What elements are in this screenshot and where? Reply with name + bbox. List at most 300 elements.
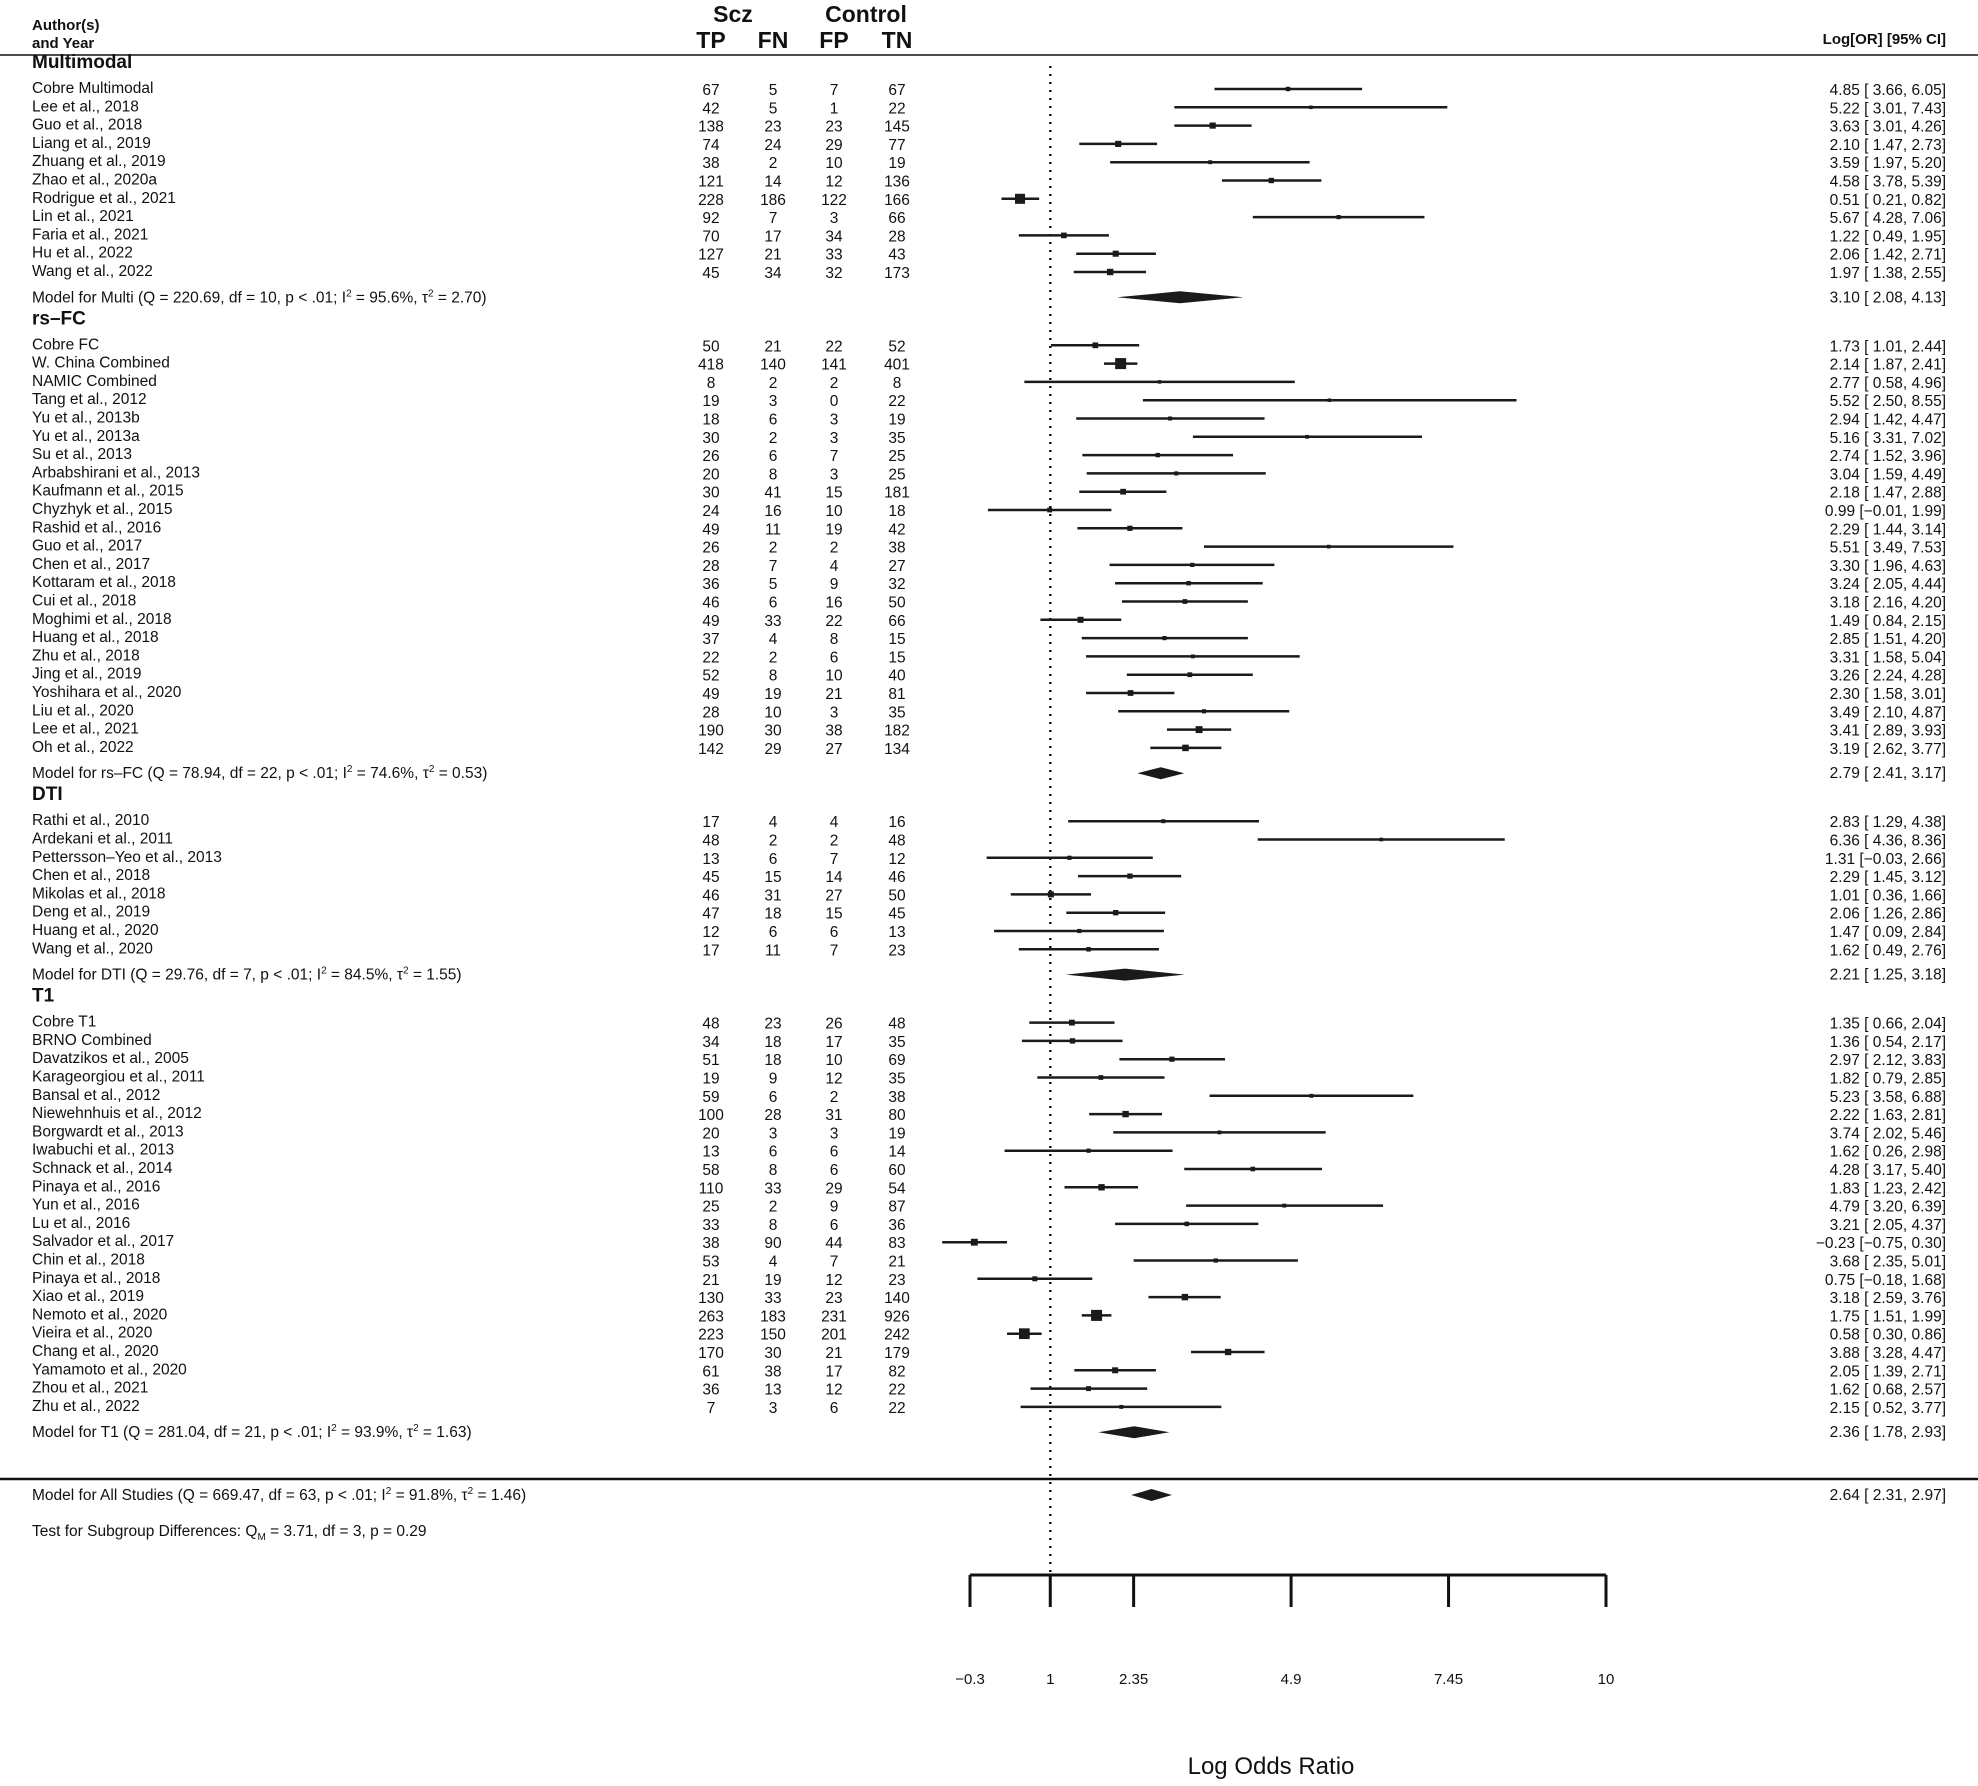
ci-value: 2.06 [ 1.26, 2.86] [1829,905,1946,923]
study-label: Zhou et al., 2021 [32,1379,149,1397]
cell-fn: 34 [764,265,782,282]
point-estimate [1092,342,1098,348]
cell-tp: 13 [702,850,720,868]
x-tick-label: 1 [1046,1671,1055,1688]
cell-fn: 29 [764,740,782,758]
cell-tp: 26 [702,539,720,557]
cell-fn: 19 [764,686,782,703]
model-text-part: = 91.8%, τ [391,1487,468,1504]
point-estimate [1098,1184,1104,1190]
model-text-part: = 1.63) [418,1424,472,1442]
study-label: Karageorgiou et al., 2011 [32,1068,205,1086]
cell-tp: 19 [702,1070,720,1088]
ci-value: 4.58 [ 3.78, 5.39] [1829,173,1946,191]
ci-value: 3.26 [ 2.24, 4.28] [1829,667,1946,685]
cell-tp: 22 [702,649,720,667]
model-text-part: = 1.55) [408,966,462,984]
cell-fp: 2 [829,832,839,850]
point-estimate [1328,398,1332,402]
cell-fn: 2 [768,649,778,667]
ci-value: 5.16 [ 3.31, 7.02] [1829,429,1946,447]
cell-fn: 30 [764,722,782,740]
header-group-control: Control [825,1,907,27]
ci-value: 1.62 [ 0.26, 2.98] [1829,1143,1946,1161]
subgroup-diamond [1137,767,1184,779]
cell-tp: 67 [702,82,720,99]
ci-value: 5.51 [ 3.49, 7.53] [1829,539,1946,557]
ci-value: 2.22 [ 1.63, 2.81] [1829,1107,1946,1125]
ci-value: 3.30 [ 1.96, 4.63] [1829,557,1946,575]
cell-tp: 70 [702,228,720,246]
cell-tp: 48 [702,1015,720,1033]
cell-fp: 33 [825,246,843,264]
subgroup-test-part: Test for Subgroup Differences: Q [32,1523,258,1540]
cell-tp: 20 [702,1125,720,1143]
model-text-part: = 1.46) [473,1487,527,1504]
point-estimate [1078,617,1084,623]
subgroup-test-text [32,1523,427,1543]
cell-fn: 15 [764,869,782,887]
study-label: Bansal et al., 2012 [32,1086,161,1104]
cell-fn: 8 [768,1216,778,1234]
point-estimate [1269,178,1274,183]
cell-fp: 6 [829,1143,839,1161]
study-label: Chin et al., 2018 [32,1251,145,1269]
cell-tp: 263 [698,1308,724,1326]
point-estimate [1061,233,1067,239]
cell-tn: 50 [888,594,906,612]
cell-fp: 2 [829,539,839,557]
cell-tp: 42 [702,100,720,118]
cell-fp: 1 [829,100,839,118]
point-estimate [1086,1149,1090,1153]
cell-fn: 16 [764,503,782,520]
cell-fp: 27 [825,740,843,758]
ci-value: 3.68 [ 2.35, 5.01] [1829,1253,1946,1271]
cell-tp: 127 [698,246,724,264]
cell-tp: 17 [702,942,720,960]
point-estimate [1183,599,1188,604]
cell-tn: 22 [888,1399,906,1417]
study-label: Mikolas et al., 2018 [32,885,166,903]
study-label: Tang et al., 2012 [32,391,147,409]
cell-tp: 418 [698,356,724,374]
cell-fn: 10 [764,704,782,722]
cell-tp: 49 [702,686,720,703]
study-label: Cui et al., 2018 [32,592,137,610]
cell-tn: 140 [884,1290,910,1308]
point-estimate [1067,856,1071,860]
subgroup-ci-value: 2.79 [ 2.41, 3.17] [1829,765,1946,783]
cell-tn: 27 [888,557,906,575]
study-label: W. China Combined [32,354,170,372]
cell-fn: 6 [768,850,778,868]
model-text-part: Model for rs–FC (Q = 78.94, df = 22, p < .01; I [32,765,347,783]
cell-tp: 92 [702,210,720,228]
study-label: Nemoto et al., 2020 [32,1306,168,1324]
cell-fp: 10 [825,503,843,520]
cell-fp: 22 [825,612,843,630]
point-estimate [1182,1294,1188,1300]
point-estimate [1156,453,1160,457]
cell-tp: 19 [702,393,720,411]
cell-tn: 38 [888,1088,906,1106]
cell-tn: 36 [888,1216,906,1234]
point-estimate [1112,1367,1118,1373]
point-estimate [1128,690,1134,696]
cell-fp: 26 [825,1015,843,1033]
cell-tn: 45 [888,905,906,923]
cell-tp: 38 [702,155,720,173]
ci-value: 2.29 [ 1.45, 3.12] [1829,869,1946,887]
ci-value: 3.31 [ 1.58, 5.04] [1829,649,1946,667]
point-estimate [1113,910,1118,915]
point-estimate [1174,471,1178,475]
cell-fn: 2 [768,155,778,173]
overall-diamond [1131,1489,1172,1501]
point-estimate [1225,1349,1231,1355]
study-label: BRNO Combined [32,1031,152,1049]
cell-fp: 38 [825,722,843,740]
cell-tn: 19 [888,1125,906,1143]
cell-fn: 6 [768,594,778,612]
study-label: Schnack et al., 2014 [32,1160,173,1177]
point-estimate [971,1239,978,1246]
cell-fn: 8 [768,667,778,685]
ci-value: 3.74 [ 2.02, 5.46] [1829,1125,1946,1143]
cell-tn: 242 [884,1326,910,1344]
model-text-part: 2 [402,965,409,977]
x-axis [955,1575,1614,1780]
cell-fn: 38 [764,1363,782,1381]
cell-fn: 23 [764,1015,782,1033]
study-label: Rashid et al., 2016 [32,519,162,537]
cell-fp: 23 [825,1290,843,1308]
cell-fn: 19 [764,1271,782,1289]
study-label: Xiao et al., 2019 [32,1288,145,1306]
model-text-part: 2 [346,288,352,300]
cell-fp: 15 [825,905,843,923]
cell-fn: 11 [764,521,782,539]
cell-fp: 12 [825,173,843,191]
ci-value: 2.18 [ 1.47, 2.88] [1829,484,1946,502]
study-label: Iwabuchi et al., 2013 [32,1141,175,1159]
model-text-part: Model for DTI (Q = 29.76, df = 7, p < .01; I [32,966,322,984]
point-estimate [1107,269,1113,275]
study-label: Yu et al., 2013a [32,427,140,445]
cell-fp: 23 [825,118,843,136]
subgroup-heading: DTI [32,784,63,806]
model-text-part: 2 [331,1423,337,1435]
header-tp: TP [696,27,726,53]
subgroup-model-text [32,288,487,306]
study-label: Oh et al., 2022 [32,738,134,756]
cell-fp: 6 [829,649,839,667]
study-label: Wang et al., 2020 [32,940,153,958]
cell-tp: 46 [702,887,720,905]
cell-tn: 52 [888,338,906,356]
point-estimate [1127,526,1132,531]
cell-tn: 66 [888,612,906,630]
study-label: Pettersson–Yeo et al., 2013 [32,848,222,866]
cell-tp: 28 [702,557,720,575]
cell-fp: 3 [829,704,839,722]
study-label: Huang et al., 2018 [32,629,159,647]
model-text-part: Model for T1 (Q = 281.04, df = 21, p < .01; I [32,1424,332,1442]
cell-fp: 3 [829,1125,839,1143]
cell-fp: 7 [829,850,839,868]
point-estimate [1158,380,1162,384]
cell-tn: 66 [888,210,906,228]
cell-fn: 33 [764,1180,782,1198]
x-tick-label: 7.45 [1433,1671,1464,1688]
ci-value: 2.94 [ 1.42, 4.47] [1829,411,1946,429]
cell-fp: 3 [829,411,839,429]
overall-ci-value: 2.64 [ 2.31, 2.97] [1829,1487,1946,1504]
ci-value: 2.77 [ 0.58, 4.96] [1829,374,1946,392]
cell-tp: 61 [702,1363,720,1381]
cell-fp: 17 [825,1363,843,1381]
subgroup-heading: rs–FC [32,308,86,330]
model-text-part: 2 [385,1486,392,1497]
study-label: Guo et al., 2018 [32,116,143,134]
cell-tn: 46 [888,869,906,887]
subgroup-diamond [1066,969,1185,981]
study-label: Arbabshirani et al., 2013 [32,464,201,482]
ci-value: 4.28 [ 3.17, 5.40] [1829,1162,1946,1179]
cell-fp: 10 [825,667,843,685]
point-estimate [1047,508,1052,513]
cell-tn: 35 [888,1070,906,1088]
study-label: Zhao et al., 2020a [32,171,157,189]
point-estimate [1191,654,1195,658]
cell-tp: 26 [702,448,720,466]
cell-fn: 2 [768,374,778,392]
point-estimate [1162,636,1166,640]
study-label: Vieira et al., 2020 [32,1324,153,1342]
cell-tn: 14 [888,1143,906,1161]
point-estimate [1337,215,1341,219]
cell-tp: 58 [702,1162,720,1179]
ci-value: 1.31 [−0.03, 2.66] [1824,850,1946,868]
cell-fp: 10 [825,1052,843,1070]
point-estimate [1077,929,1081,933]
ci-value: 6.36 [ 4.36, 8.36] [1829,832,1946,850]
cell-fn: 140 [760,356,786,374]
cell-fp: 12 [825,1070,843,1088]
cell-tn: 25 [888,448,906,466]
study-label: Su et al., 2013 [32,446,132,464]
ci-value: 3.04 [ 1.59, 4.49] [1829,466,1946,484]
cell-fn: 6 [768,924,778,941]
header-fp: FP [819,27,849,53]
study-label: Rathi et al., 2010 [32,812,150,830]
header-group-scz: Scz [713,1,753,27]
cell-tp: 21 [702,1271,720,1289]
point-estimate [1168,416,1172,420]
cell-fn: 3 [768,393,778,411]
cell-tp: 37 [702,631,720,649]
point-estimate [1305,435,1309,439]
study-label: Davatzikos et al., 2005 [32,1050,189,1068]
model-text-part: 2 [413,1423,419,1435]
cell-fn: 4 [768,814,778,832]
cell-fp: 6 [829,924,839,941]
point-estimate [1379,838,1383,842]
cell-fn: 186 [760,191,786,209]
study-label: Chyzhyk et al., 2015 [32,501,173,518]
cell-fp: 22 [825,338,843,356]
ci-value: 2.05 [ 1.39, 2.71] [1829,1363,1946,1381]
cell-tn: 69 [888,1052,906,1070]
subgroup-ci-value: 2.36 [ 1.78, 2.93] [1829,1424,1946,1442]
cell-fp: 7 [829,942,839,960]
study-label: Rodrigue et al., 2021 [32,189,176,207]
point-estimate [1086,947,1091,952]
point-estimate [1190,563,1194,567]
model-text-part: 2 [346,764,353,776]
cell-tp: 25 [702,1198,720,1216]
ci-value: 2.14 [ 1.87, 2.41] [1829,356,1946,374]
ci-value: 3.59 [ 1.97, 5.20] [1829,155,1946,173]
cell-fn: 18 [764,905,782,923]
cell-fn: 90 [764,1235,782,1253]
cell-fp: 7 [829,1253,839,1271]
cell-tn: 67 [888,82,906,99]
cell-tn: 12 [888,850,906,868]
cell-tp: 12 [702,924,720,941]
point-estimate [1099,1075,1104,1080]
model-text-part: 2 [428,764,435,776]
cell-fn: 7 [768,210,778,228]
cell-fp: 201 [821,1326,847,1344]
cell-fp: 12 [825,1381,843,1399]
cell-tp: 17 [702,814,720,832]
cell-tp: 50 [702,338,720,356]
point-estimate [1251,1167,1256,1172]
point-estimate [1086,1386,1091,1391]
point-estimate [1015,194,1025,204]
cell-tn: 23 [888,1271,906,1289]
point-estimate [1161,819,1165,823]
ci-value: 3.19 [ 2.62, 3.77] [1829,740,1946,758]
cell-tn: 19 [888,411,906,429]
cell-tn: 32 [888,576,906,594]
cell-fp: 3 [829,466,839,484]
x-axis-title: Log Odds Ratio [1187,1753,1355,1780]
cell-tn: 50 [888,887,906,905]
cell-fn: 13 [764,1381,782,1399]
cell-fp: 0 [829,393,839,411]
point-estimate [1218,1130,1222,1134]
cell-tn: 87 [888,1198,906,1216]
point-estimate [1048,891,1054,897]
cell-fn: 4 [768,631,778,649]
point-estimate [1113,251,1119,257]
study-label: Hu et al., 2022 [32,244,133,262]
cell-tp: 190 [698,722,724,740]
point-estimate [1282,1204,1286,1208]
study-label: Yamamoto et al., 2020 [32,1361,187,1379]
cell-fp: 3 [829,429,839,447]
study-label: Wang et al., 2022 [32,263,153,280]
study-label: Pinaya et al., 2018 [32,1269,161,1287]
header-author-line1: Author(s) [32,17,100,34]
study-label: NAMIC Combined [32,372,157,390]
cell-tp: 49 [702,612,720,630]
study-label: Lin et al., 2021 [32,208,134,226]
ci-value: 0.99 [−0.01, 1.99] [1824,503,1946,520]
cell-fp: 14 [825,869,843,887]
ci-value: 1.01 [ 0.36, 1.66] [1829,887,1946,905]
cell-tn: 15 [888,649,906,667]
ci-value: 3.49 [ 2.10, 4.87] [1829,704,1946,722]
x-tick-label: 4.9 [1280,1671,1302,1688]
study-label: Liang et al., 2019 [32,134,151,152]
cell-fn: 150 [760,1326,786,1344]
study-label: Kottaram et al., 2018 [32,574,176,592]
cell-tn: 182 [884,722,910,740]
ci-value: 4.79 [ 3.20, 6.39] [1829,1198,1946,1216]
point-estimate [1210,123,1216,129]
cell-tn: 25 [888,466,906,484]
cell-tp: 30 [702,484,720,502]
point-estimate [1115,141,1121,147]
cell-tp: 59 [702,1088,720,1106]
point-estimate [1169,1057,1174,1062]
ci-value: 1.49 [ 0.84, 2.15] [1829,612,1946,630]
ci-value: 5.67 [ 4.28, 7.06] [1829,210,1946,228]
cell-fn: 5 [768,576,778,594]
cell-tp: 74 [702,136,720,154]
cell-tp: 33 [702,1216,720,1234]
cell-tp: 47 [702,905,720,923]
cell-fp: 9 [829,576,839,594]
cell-fp: 8 [829,631,839,649]
cell-tp: 18 [702,411,720,429]
cell-fn: 41 [764,484,782,502]
model-text-part: = 74.6%, τ [352,765,429,783]
cell-tp: 28 [702,704,720,722]
cell-fn: 8 [768,466,778,484]
cell-fn: 11 [764,942,782,960]
ci-value: 2.97 [ 2.12, 3.83] [1829,1052,1946,1070]
cell-fp: 4 [829,557,839,575]
cell-tn: 83 [888,1235,906,1253]
ci-value: 1.97 [ 1.38, 2.55] [1829,265,1946,282]
cell-fn: 17 [764,228,782,246]
point-estimate [1070,1038,1075,1043]
study-label: Ardekani et al., 2011 [32,830,174,848]
cell-fp: 34 [825,228,843,246]
ci-value: 3.41 [ 2.89, 3.93] [1829,722,1946,740]
cell-tn: 19 [888,155,906,173]
point-estimate [1091,1310,1102,1321]
study-label: Lee et al., 2018 [32,98,139,116]
study-label: Zhu et al., 2018 [32,647,140,665]
cell-tn: 145 [884,118,910,136]
subgroup-model-text [32,1423,472,1441]
subgroup-test-part: M [257,1532,266,1543]
model-text-part: = 2.70) [433,289,487,307]
cell-tn: 134 [884,740,910,758]
study-label: Niewehnhuis et al., 2012 [32,1105,202,1123]
cell-tn: 926 [884,1308,910,1326]
cell-tn: 48 [888,832,906,850]
cell-fn: 3 [768,1125,778,1143]
cell-tn: 35 [888,1033,906,1051]
cell-tp: 13 [702,1143,720,1161]
